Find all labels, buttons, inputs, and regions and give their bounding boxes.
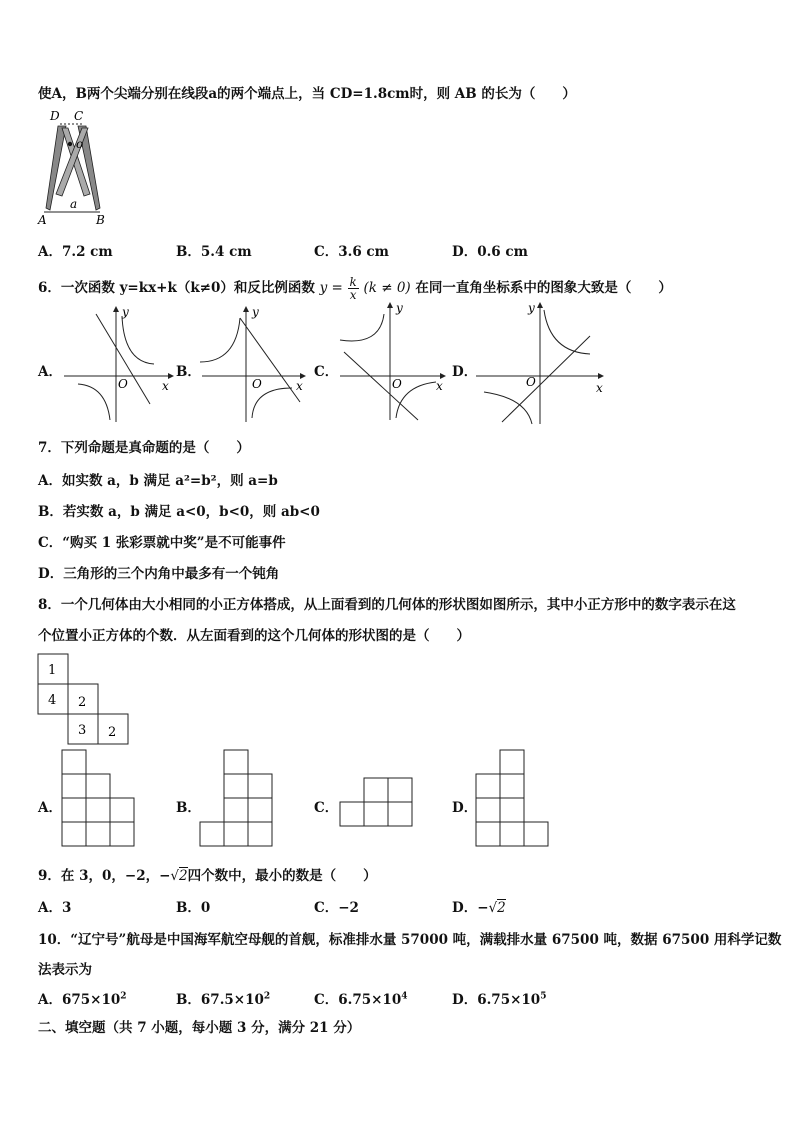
q8-stem-line1: 8．一个几何体由大小相同的小正方体搭成，从上面看到的几何体的形状图如图所示，其中小正方形中的数字表示在这 xyxy=(38,597,736,613)
q5-option-d: D．0.6 cm xyxy=(452,244,528,260)
q9-option-d-sqrt: 2 xyxy=(497,900,506,916)
q9-option-b: B．0 xyxy=(176,900,211,916)
q6-option-d-label: D． xyxy=(452,364,478,380)
q10-option-c-exp: 4 xyxy=(401,991,408,1002)
svg-text:O: O xyxy=(118,377,128,391)
q5-label-A: A xyxy=(38,213,47,227)
q10-option-c-base: C．6.75×10 xyxy=(314,992,402,1008)
q5-label-C: C xyxy=(74,109,84,123)
svg-text:2: 2 xyxy=(108,725,117,740)
q5-option-a: A．7.2 cm xyxy=(38,244,113,260)
svg-text:y: y xyxy=(528,301,535,315)
q5-label-O: o xyxy=(76,137,84,151)
q6-frac-cond: (k ≠ 0) xyxy=(363,280,411,296)
q6-graph-c xyxy=(336,302,456,422)
q7-option-a: A．如实数 a，b 满足 a²=b²，则 a=b xyxy=(38,473,278,489)
q8-option-a-figure xyxy=(62,750,142,854)
q10-stem-line1: 10．“辽宁号”航母是中国海军航空母舰的首舰，标准排水量 57000 吨，满载排水量 67500 吨，数据 67500 用科学记数 xyxy=(38,932,782,948)
q8-option-b-figure xyxy=(200,750,280,854)
svg-text:O: O xyxy=(392,377,402,391)
q7-option-d: D．三角形的三个内角中最多有一个钝角 xyxy=(38,566,280,582)
q8-option-d-figure xyxy=(476,750,556,854)
q6-stem-pre: 6．一次函数 y=kx+k（k≠0）和反比例函数 xyxy=(38,280,315,296)
q9-option-a: A．3 xyxy=(38,900,72,916)
q6-option-b-label: B． xyxy=(176,364,201,380)
q10-option-a-exp: 2 xyxy=(120,991,127,1002)
q8-top-view-grid xyxy=(36,652,136,748)
q5-label-D: D xyxy=(50,109,60,123)
q9-sqrt-sign: √ xyxy=(170,868,180,884)
q8-option-d-label: D． xyxy=(452,800,478,816)
svg-text:y: y xyxy=(122,305,129,319)
q7-option-c: C．“购买 1 张彩票就中奖”是不可能事件 xyxy=(38,535,286,551)
svg-text:x: x xyxy=(436,379,443,393)
q7-stem: 7．下列命题是真命题的是（ ） xyxy=(38,440,250,456)
q8-option-a-label: A． xyxy=(38,800,62,816)
q5-stem: 使A，B两个尖端分别在线段a的两个端点上，当 CD=1.8cm时，则 AB 的长为（ ） xyxy=(38,86,576,102)
svg-text:1: 1 xyxy=(48,663,57,678)
q10-option-b-base: B．67.5×10 xyxy=(176,992,264,1008)
q9-sqrt-value: 2 xyxy=(179,868,188,884)
q10-option-c xyxy=(314,988,408,1008)
q6-graph-d xyxy=(472,302,612,426)
q10-option-a-base: A．675×10 xyxy=(38,992,121,1008)
q9-stem xyxy=(38,864,377,884)
q10-option-d xyxy=(452,988,546,1008)
section2-title: 二、填空题（共 7 小题，每小题 3 分，满分 21 分） xyxy=(38,1020,361,1036)
q5-option-b: B．5.4 cm xyxy=(176,244,252,260)
svg-text:4: 4 xyxy=(48,693,57,708)
q5-compass-figure xyxy=(38,106,108,226)
q10-option-b-exp: 2 xyxy=(263,991,271,1002)
q6-option-c-label: C． xyxy=(314,364,339,380)
svg-text:O: O xyxy=(252,377,262,391)
q5-label-a: a xyxy=(70,197,78,211)
q8-option-b-label: B． xyxy=(176,800,201,816)
q9-stem-post: 四个数中，最小的数是（ ） xyxy=(187,868,377,884)
svg-text:x: x xyxy=(596,381,603,395)
q6-fraction xyxy=(348,276,359,301)
q10-stem-line2: 法表示为 xyxy=(38,962,92,978)
svg-text:x: x xyxy=(296,379,303,393)
q9-option-c: C．−2 xyxy=(314,900,359,916)
svg-text:x: x xyxy=(162,379,169,393)
svg-text:2: 2 xyxy=(78,695,87,710)
q6-frac-y: y = xyxy=(319,280,343,296)
q6-stem-post: 在同一直角坐标系中的图象大致是（ ） xyxy=(415,280,672,296)
svg-text:O: O xyxy=(526,375,536,389)
svg-text:y: y xyxy=(396,301,403,315)
q8-option-c-figure xyxy=(340,778,420,834)
svg-text:y: y xyxy=(252,305,259,319)
q6-frac-den: x xyxy=(349,288,357,302)
q5-option-c: C．3.6 cm xyxy=(314,244,389,260)
q10-option-d-base: D．6.75×10 xyxy=(452,992,541,1008)
q10-option-b xyxy=(176,988,270,1008)
q9-stem-pre: 9．在 3，0，−2，− xyxy=(38,868,171,884)
q10-option-d-exp: 5 xyxy=(540,991,547,1002)
svg-text:3: 3 xyxy=(78,723,87,738)
q8-option-c-label: C． xyxy=(314,800,339,816)
q10-option-a xyxy=(38,988,127,1008)
q6-option-a-label: A． xyxy=(38,364,62,380)
q6-stem xyxy=(38,276,672,301)
q8-stem-line2: 个位置小正方体的个数．从左面看到的这个几何体的形状图的是（ ） xyxy=(38,628,470,644)
q6-graph-b xyxy=(196,306,316,426)
q9-option-d-sqrt-sign: √ xyxy=(488,900,498,916)
q6-graph-a xyxy=(58,306,178,426)
q6-frac-num: k xyxy=(349,275,357,289)
q7-option-b: B．若实数 a，b 满足 a<0，b<0，则 ab<0 xyxy=(38,504,320,520)
q5-label-B: B xyxy=(96,213,105,227)
q9-option-d-text: D．− xyxy=(452,900,489,916)
q9-option-d xyxy=(452,896,506,916)
